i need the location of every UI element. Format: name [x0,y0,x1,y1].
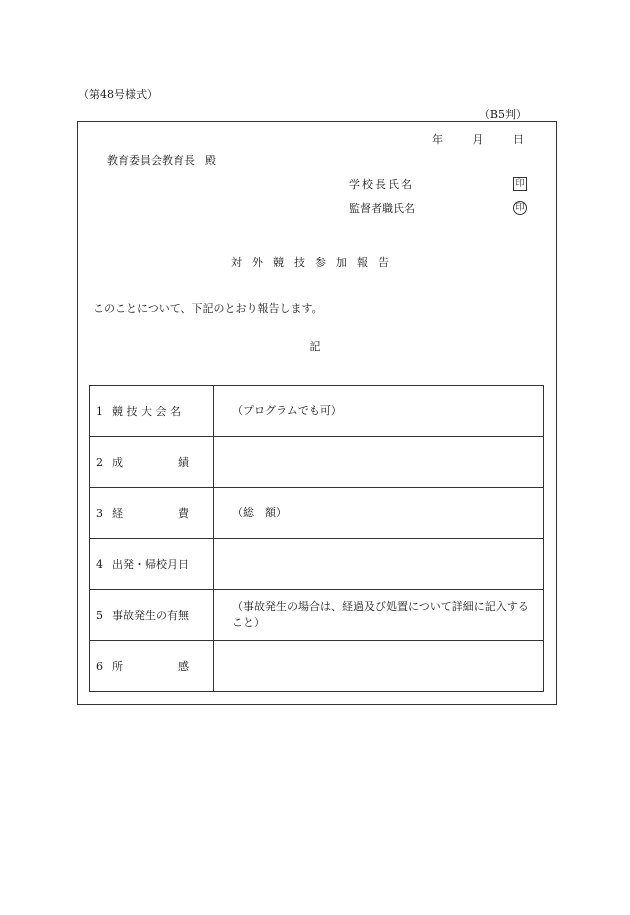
row-content[interactable] [214,641,544,692]
row-label: 所 感 [112,660,189,673]
row-content[interactable]: （事故発生の場合は、経過及び処置について詳細に記入すること） [214,590,544,641]
table-row [90,488,544,539]
table-row [90,386,544,437]
table-row [90,590,544,641]
row-label-cell [90,386,214,437]
ki-heading: 記 [309,340,321,353]
seal-square-icon: 印 [513,177,527,191]
table-row [90,539,544,590]
seal-circle-icon: 印 [513,201,527,215]
row-number: 3 [96,507,103,520]
row-content[interactable] [214,539,544,590]
table-row [90,641,544,692]
row-label: 競 技 大 会 名 [112,405,181,418]
intro-text: このことについて、下記のとおり報告します。 [93,302,323,315]
row-label: 事故発生の有無 [112,609,189,622]
addressee-name: 教育委員会教育長 [107,154,195,167]
addressee [107,152,216,168]
paper-size: （B5判） [478,108,527,121]
row-label-cell [90,539,214,590]
row-label-cell [90,437,214,488]
date-year: 年 [432,133,443,146]
row-label: 出発・帰校月日 [112,558,189,571]
row-label-cell [90,488,214,539]
report-table [89,385,544,692]
date-day: 日 [513,133,524,146]
row-label: 経 費 [112,507,189,520]
row-number: 5 [96,609,103,622]
document-title: 対外競技参加報告 [231,256,399,269]
form-number: （第48号様式） [78,88,158,101]
row-label: 成 績 [112,456,189,469]
row-number: 1 [96,405,103,418]
row-number: 2 [96,456,103,469]
row-content[interactable] [214,437,544,488]
principal-name-label: 学校長氏名 [349,178,414,191]
table-row [90,437,544,488]
date-month: 月 [472,133,484,146]
row-label-cell [90,590,214,641]
row-number: 4 [96,558,103,571]
row-content[interactable]: （プログラムでも可） [214,386,544,437]
row-content[interactable]: （総 額） [214,488,544,539]
date-line [432,131,524,147]
addressee-honorific: 殿 [205,154,216,167]
supervisor-name-label: 監督者職氏名 [349,202,415,215]
row-number: 6 [96,660,103,673]
row-label-cell [90,641,214,692]
